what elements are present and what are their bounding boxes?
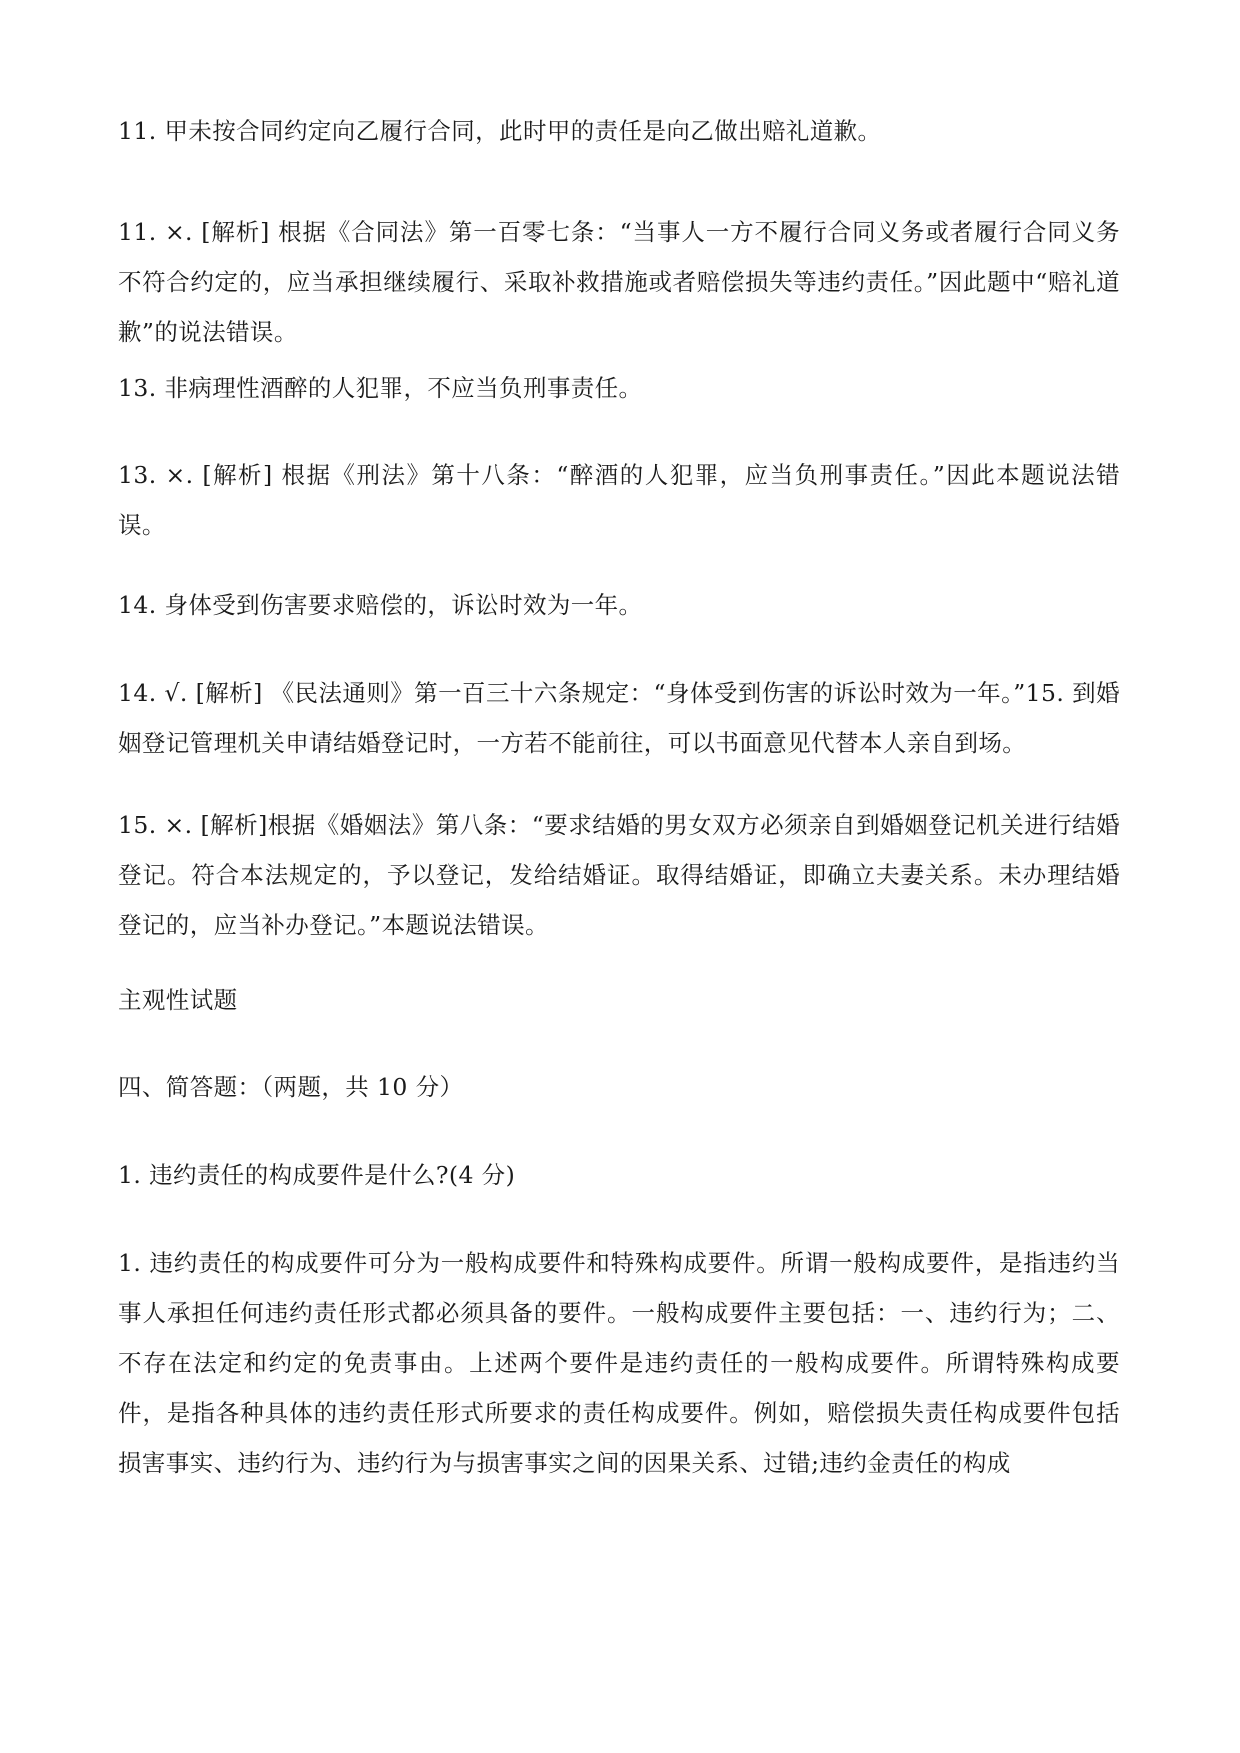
answer-15: 15. ×. [解析]根据《婚姻法》第八条：“要求结婚的男女双方必须亲自到婚姻登记机关进行结婚登记。符合本法规定的，予以登记，发给结婚证。取得结婚证，即确立夫妻关系。未办理结婚登记的，应当补办登记。”本题说法错误。 — [118, 811, 1120, 939]
question-14: 14. 身体受到伤害要求赔偿的，诉讼时效为一年。 — [118, 591, 643, 619]
answer-13: 13. ×. [解析] 根据《刑法》第十八条：“醉酒的人犯罪，应当负刑事责任。”因此本题说法错误。 — [118, 461, 1120, 539]
short-answer-1: 1. 违约责任的构成要件可分为一般构成要件和特殊构成要件。所谓一般构成要件，是指违约当事人承担任何违约责任形式都必须具备的要件。一般构成要件主要包括：一、违约行为；二、不存在法定和约定的免责事由。上述两个要件是违约责任的一般构成要件。所谓特殊构成要件，是指各种具体的违约责任形式所要求的责任构成要件。例如，赔偿损失责任构成要件包括损害事实、违约行为、违约行为与损害事实之间的因果关系、过错;违约金责任的构成 — [118, 1249, 1120, 1477]
short-question-1: 1. 违约责任的构成要件是什么?(4 分) — [118, 1161, 516, 1189]
answer-11: 11. ×. [解析] 根据《合同法》第一百零七条：“当事人一方不履行合同义务或者履行合同义务不符合约定的，应当承担继续履行、采取补救措施或者赔偿损失等违约责任。”因此题中“赔礼道歉”的说法错误。 — [118, 218, 1120, 346]
document-page — [118, 0, 1120, 1753]
question-11: 11. 甲未按合同约定向乙履行合同，此时甲的责任是向乙做出赔礼道歉。 — [118, 117, 882, 145]
section-title-short-answer: 四、简答题：（两题，共 10 分） — [118, 1073, 464, 1101]
section-title-subjective: 主观性试题 — [118, 986, 238, 1014]
question-13: 13. 非病理性酒醉的人犯罪，不应当负刑事责任。 — [118, 374, 643, 402]
answer-14-question-15: 14. √. [解析] 《民法通则》第一百三十六条规定：“身体受到伤害的诉讼时效为一年。”15. 到婚姻登记管理机关申请结婚登记时，一方若不能前往，可以书面意见代替本人亲自到场。 — [118, 679, 1120, 757]
